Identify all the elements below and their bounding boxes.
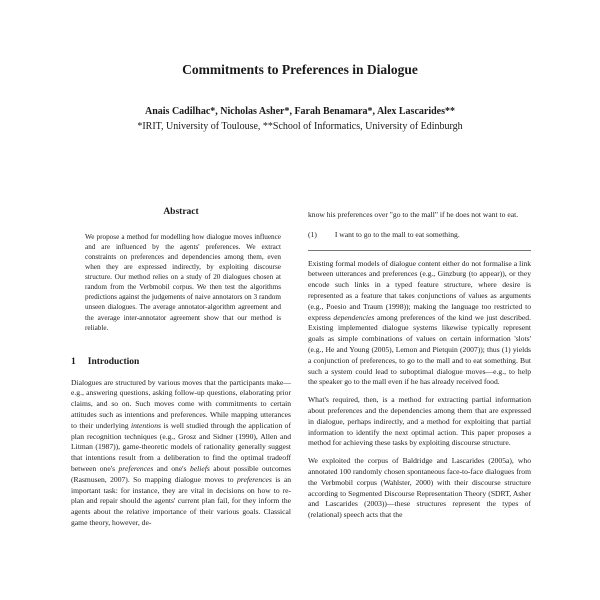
intro-emphasis-beliefs: beliefs [189, 463, 210, 473]
intro-emphasis-intentions: intentions [131, 420, 161, 430]
section-heading-introduction [71, 357, 291, 368]
abstract-heading: Abstract [163, 207, 199, 217]
example-divider [308, 250, 531, 251]
right-paragraph-continued: know his preferences over "go to the mall" if he does not want to eat. [308, 210, 519, 219]
example-number: (1) [308, 229, 317, 239]
right-text-run: Existing formal models of dialogue content either do not formalise a link between utterances and preferences (e.g., Ginzburg (to appear)), or they encode such links in a typed feature structure, where desire is represented as a feature that takes conjunctions of values as arguments (e.g., Poesio and Traum (1998)); making the language too restricted to express [308, 258, 531, 322]
author-list: Anais Cadilhac*, Nicholas Asher*, Farah Benamara*, Alex Lascarides** [144, 106, 455, 117]
right-text-run: among preferences of the kind we just described. Existing implemented dialogue systems likewise typically represent goals as simple combinations of values on certain information 'slots' (e.g., He and Young (2005), Lemon and Pietquin (2007)); thus (1) yields a conjunction of preferences, to go to the mall and to eat something. But such a system could lead to suboptimal dialogue moves—e.g., to help the speaker go to the mall even if he has already received food. [308, 312, 531, 387]
section-title: Introduction [87, 356, 140, 367]
section-number: 1 [71, 356, 76, 367]
right-column [308, 210, 531, 521]
intro-paragraph [71, 378, 291, 529]
right-paragraph-corpus: We exploited the corpus of Baldridge and Lascarides (2005a), who annotated 100 randomly chosen spontaneous face-to-face dialogues from the Verbmobil corpus (Wahlster, 2000) with their discourse structure according to Segmented Discourse Representation Theory (SDRT, Asher and Lascarides (2003))—these structures represent the types of (relational) speech acts that the [308, 456, 531, 520]
right-paragraph-models [308, 259, 531, 389]
intro-emphasis-preferences: preferences [236, 474, 272, 484]
author-affiliation: *IRIT, University of Toulouse, **School of Informatics, University of Edinburgh [137, 121, 463, 132]
right-paragraph-method: What's required, then, is a method for extracting partial information about preferences and the dependencies among them that are expressed in dialogue, perhaps indirectly, and a method for exploiting that partial information to identify the next optimal action. This paper proposes a method for achieving these tasks by exploiting discourse structure. [308, 395, 531, 448]
example-text: I want to go to the mall to eat something. [334, 229, 460, 239]
right-emphasis-dependencies: dependencies [333, 312, 375, 322]
abstract-text: We propose a method for modelling how dialogue moves influence and are influenced by the agents' preferences. We extract constraints on preferences and dependencies among them, even when they are expressed indirectly, by exploiting discourse structure. Our method relies on a study of 20 dialogues chosen at random from the Verbmobil corpus. We then test the algorithms predictions against the judgements of naive annotators on 3 random unseen dialogues. The average annotator-algorithm agreement and the average inter-annotator agreement show that our method is reliable. [85, 232, 281, 332]
example-1 [308, 230, 531, 241]
paper-title: Commitments to Preferences in Dialogue [182, 62, 418, 77]
intro-emphasis-preferences: preferences [118, 463, 154, 473]
left-column [71, 207, 291, 529]
intro-text-run: is an important task: for instance, they are vital in decisions on how to re-plan and repair should the agents' current plan fail, for they inform the agents about the relative importance of their various goals. Classical game theory, however, de- [71, 474, 292, 527]
intro-text-run: is well studied through the application of plan recognition techniques (e.g., Grosz and Sidner (1990), Allen and Litman (1987)), game-theoretic models of rationality generally suggest that intentions result from a deliberation to find the optimal tradeoff between one's [71, 420, 292, 473]
intro-text-run: Dialogues are structured by various moves that the participants make—e.g., answering questions, asking follow-up questions, elaborating prior claims, and so on. Such moves come with commitments to certain attitudes such as intentions and preferences. While mapping utterances to their underlying [71, 377, 291, 430]
intro-text-run: about possible outcomes (Rasmusen, 2007). So mapping dialogue moves to [71, 463, 292, 484]
intro-text-run: and one's [153, 463, 190, 473]
